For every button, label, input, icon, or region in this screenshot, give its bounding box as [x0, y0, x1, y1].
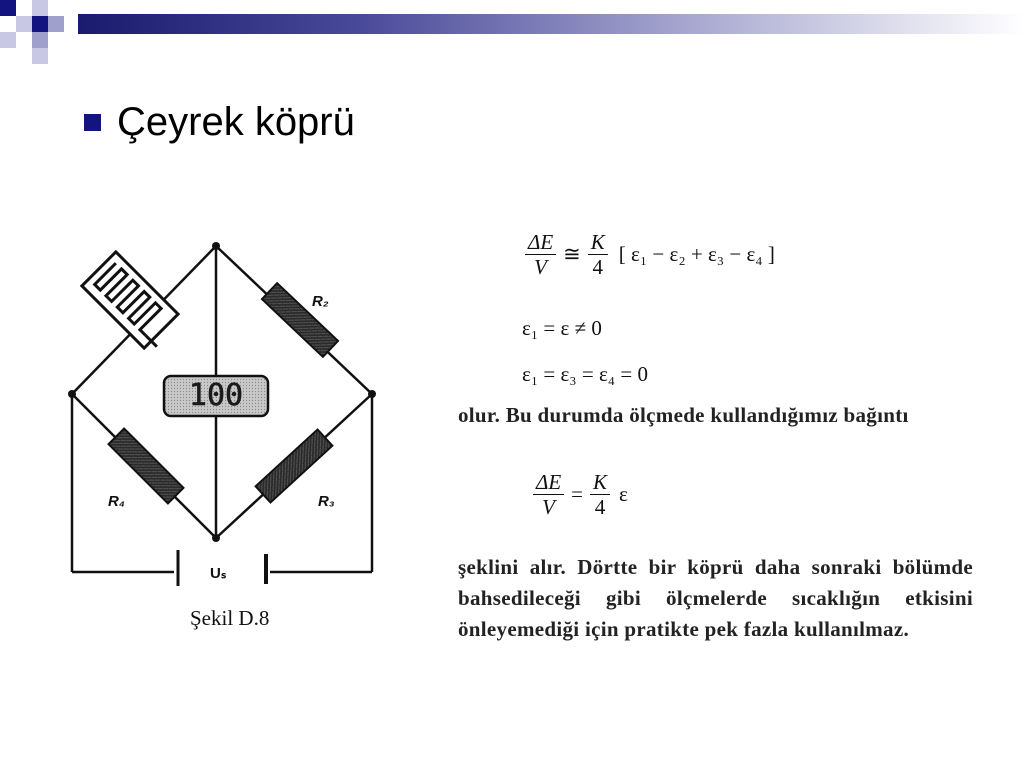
fraction-delta-e-v-2: $\frac{\Delta E}{V}$ [533, 470, 564, 519]
square-bullet-icon [84, 114, 101, 131]
equation-1: $\frac{\Delta E}{V}$ ≅ $\frac{K}{4}$ [ ε₁ − ε₂ + ε₃ − ε₄ ] [522, 230, 775, 279]
label-r2: R₂ [312, 293, 329, 310]
quarter-bridge-circuit [56, 228, 406, 598]
equation-4: $\frac{\Delta E}{V}$ = $\frac{K}{4}$ ε [530, 470, 628, 519]
paragraph-1: olur. Bu durumda ölçmede kullandığımız bağıntı [458, 403, 909, 427]
equation-2: ε₁ = ε ≠ 0 [522, 316, 602, 340]
label-r4: R₄ [108, 493, 125, 510]
figure-caption: Şekil D.8 [190, 606, 270, 630]
fraction-k-4: $\frac{K}{4}$ [588, 230, 608, 279]
fraction-k-4-2: $\frac{K}{4}$ [590, 470, 610, 519]
fraction-delta-e-v: $\frac{\Delta E}{V}$ [525, 230, 556, 279]
title-row [84, 94, 355, 150]
corner-squares-decoration [0, 0, 80, 64]
label-supply-voltage: Uₛ [210, 565, 227, 582]
paragraph-2: şeklini alır. Dörtte bir köprü daha sonraki bölümde bahsedileceği gibi ölçmelerde sıcaklığın etkisini önleyemediği için pratikte pek fazla kullanılmaz. [458, 555, 973, 641]
resistor-r3 [256, 430, 333, 503]
equation-3: ε₁ = ε₃ = ε₄ = 0 [522, 362, 648, 386]
meter-display: 100 [188, 378, 244, 413]
strain-gauge-icon [82, 252, 184, 354]
label-r3: R₃ [318, 493, 335, 510]
header-gradient-bar [78, 14, 1024, 34]
slide-title: Çeyrek köprü [117, 99, 355, 144]
